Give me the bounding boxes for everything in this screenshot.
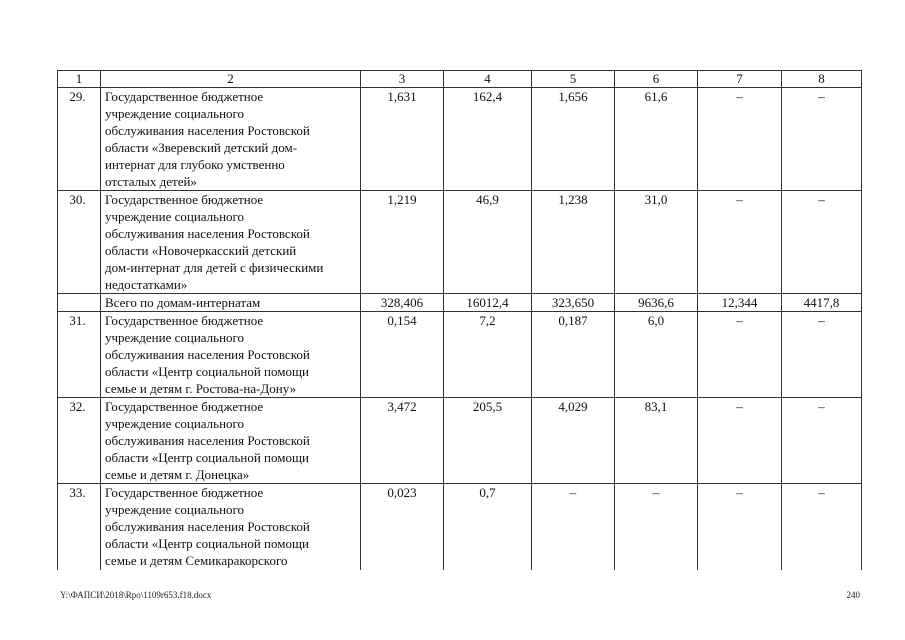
cell-col4: 16012,4	[444, 294, 532, 312]
institution-name: Государственное бюджетное учреждение социального обслуживания населения Ростовской области «Центр социальной помощи семье и детям г. Ростова-на-Дону»	[101, 312, 361, 398]
cell-col6: 6,0	[615, 312, 698, 398]
table-row-total	[58, 294, 862, 312]
cell-col8: –	[782, 312, 862, 398]
cell-col3: 0,154	[361, 312, 444, 398]
column-header: 4	[444, 71, 532, 88]
cell-col6: 31,0	[615, 191, 698, 294]
cell-col3: 1,631	[361, 88, 444, 191]
institution-name: Государственное бюджетное учреждение социального обслуживания населения Ростовской области «Зверевский детский дом- интернат для глубоко умственно отсталых детей»	[101, 88, 361, 191]
cell-col4: 162,4	[444, 88, 532, 191]
cell-col5: 4,029	[532, 398, 615, 484]
institution-name: Государственное бюджетное учреждение социального обслуживания населения Ростовской области «Новочеркасский детский дом-интернат для детей с физическими недостатками»	[101, 191, 361, 294]
cell-col6: 61,6	[615, 88, 698, 191]
table-row	[58, 191, 862, 294]
column-header: 7	[698, 71, 782, 88]
cell-col8: –	[782, 191, 862, 294]
row-number: 33.	[58, 484, 101, 571]
cell-col7: –	[698, 88, 782, 191]
cell-col3: 1,219	[361, 191, 444, 294]
column-header: 8	[782, 71, 862, 88]
cell-col8: –	[782, 484, 862, 571]
institution-name: Государственное бюджетное учреждение социального обслуживания населения Ростовской области «Центр социальной помощи семье и детям Семикаракорского	[101, 484, 361, 571]
cell-col5: –	[532, 484, 615, 571]
row-number	[58, 294, 101, 312]
data-table	[57, 70, 862, 570]
cell-col8: 4417,8	[782, 294, 862, 312]
cell-col5: 1,238	[532, 191, 615, 294]
cell-col6: –	[615, 484, 698, 571]
column-header: 5	[532, 71, 615, 88]
cell-col5: 0,187	[532, 312, 615, 398]
footer-file-path: Y:\ФАПСИ\2018\Rpo\1109r653.f18.docx	[60, 590, 212, 600]
cell-col7: –	[698, 312, 782, 398]
cell-col5: 1,656	[532, 88, 615, 191]
institution-name: Государственное бюджетное учреждение социального обслуживания населения Ростовской области «Центр социальной помощи семье и детям г. Донецка»	[101, 398, 361, 484]
table-row	[58, 88, 862, 191]
table-row	[58, 312, 862, 398]
column-header: 1	[58, 71, 101, 88]
total-label: Всего по домам-интернатам	[101, 294, 361, 312]
cell-col4: 46,9	[444, 191, 532, 294]
cell-col7: –	[698, 398, 782, 484]
cell-col7: –	[698, 484, 782, 571]
cell-col8: –	[782, 398, 862, 484]
row-number: 31.	[58, 312, 101, 398]
cell-col7: 12,344	[698, 294, 782, 312]
cell-col7: –	[698, 191, 782, 294]
cell-col3: 328,406	[361, 294, 444, 312]
row-number: 30.	[58, 191, 101, 294]
cell-col8: –	[782, 88, 862, 191]
cell-col4: 0,7	[444, 484, 532, 571]
cell-col5: 323,650	[532, 294, 615, 312]
table-row	[58, 484, 862, 571]
table-header-row	[58, 71, 862, 88]
cell-col3: 3,472	[361, 398, 444, 484]
table-row	[58, 398, 862, 484]
column-header: 6	[615, 71, 698, 88]
page-number: 240	[846, 590, 860, 600]
cell-col4: 205,5	[444, 398, 532, 484]
column-header: 2	[101, 71, 361, 88]
row-number: 29.	[58, 88, 101, 191]
column-header: 3	[361, 71, 444, 88]
cell-col3: 0,023	[361, 484, 444, 571]
cell-col6: 9636,6	[615, 294, 698, 312]
cell-col6: 83,1	[615, 398, 698, 484]
row-number: 32.	[58, 398, 101, 484]
cell-col4: 7,2	[444, 312, 532, 398]
